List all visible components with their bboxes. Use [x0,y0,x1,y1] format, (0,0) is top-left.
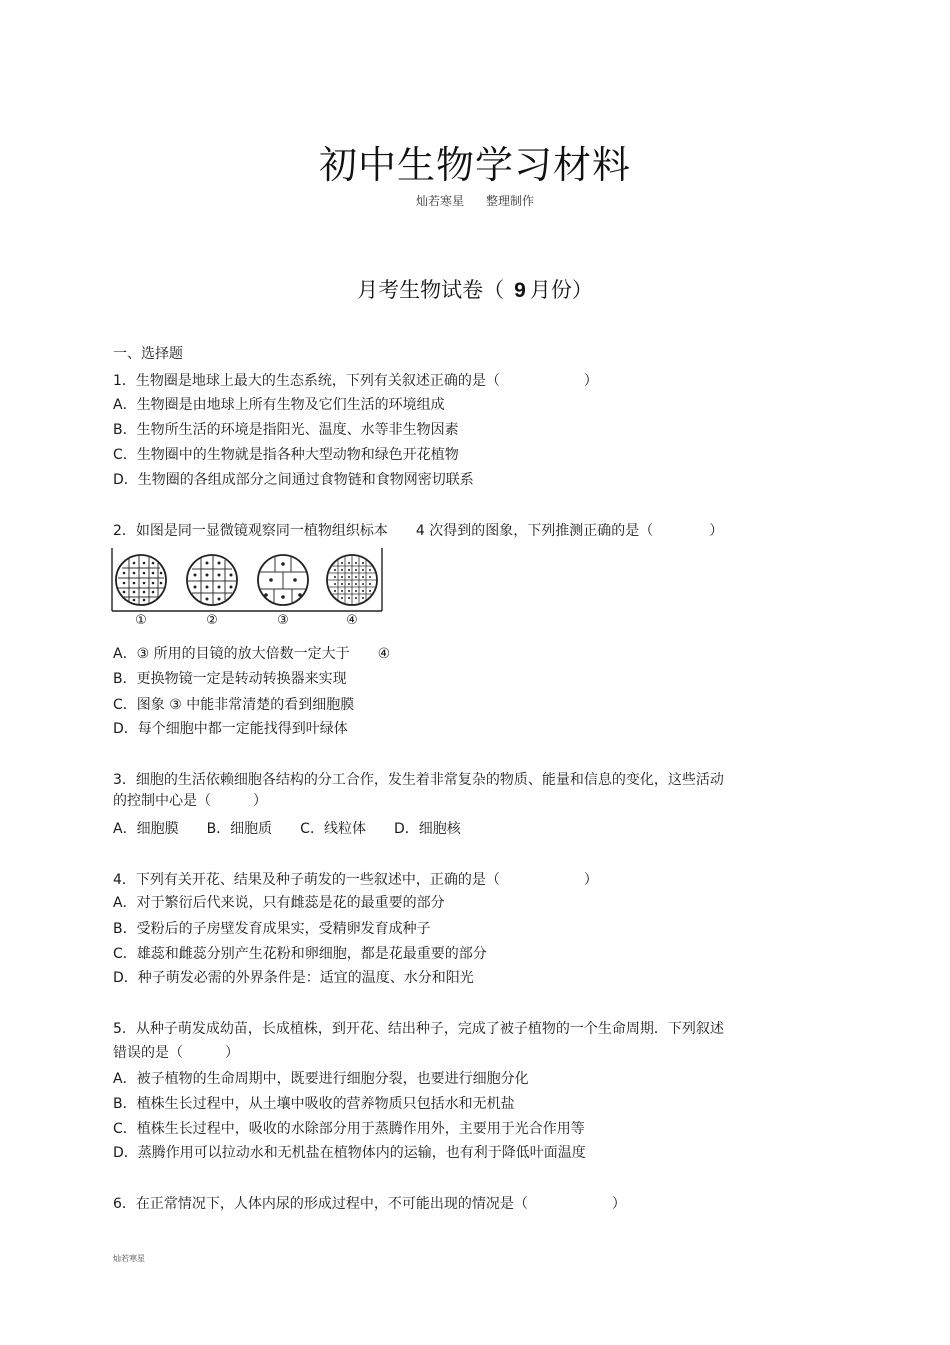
exam-title-prefix: 月考生物试卷（ [357,278,505,302]
figure-label-4: ④ [346,613,358,627]
figure-label-2: ② [206,613,218,627]
microscope-view-1 [116,555,166,605]
figure-label-1: ① [135,613,147,627]
question-3-options: A．细胞膜 B．细胞质 C．线粒体 D．细胞核 [113,821,461,837]
question-5-option-c: C．植株生长过程中，吸收的水除部分用于蒸腾作用外，主要用于光合作用等 [113,1121,585,1137]
question-1-option-d: D．生物圈的各组成部分之间通过食物链和食物网密切联系 [113,472,474,488]
question-2-stem: 2．如图是同一显微镜观察同一植物组织标本 4 次得到的图象，下列推测正确的是（ ） [113,523,724,539]
question-5-stem-line-1: 5．从种子萌发成幼苗，长成植株，到开花、结出种子，完成了被子植物的一个生命周期．下列叙述 [113,1021,724,1037]
question-4-option-a: A．对于繁衍后代来说，只有雌蕊是花的最重要的部分 [113,895,445,911]
question-5-stem-line-2: 错误的是（ ） [113,1045,239,1061]
section-heading: 一、选择题 [113,346,183,362]
question-1-option-c: C．生物圈中的生物就是指各种大型动物和绿色开花植物 [113,447,459,463]
exam-month-number: 9 [514,279,526,302]
question-4-stem: 4．下列有关开花、结果及种子萌发的一些叙述中，正确的是（ ） [113,872,598,888]
figure-label-3: ③ [277,613,289,627]
question-1-option-a: A．生物圈是由地球上所有生物及它们生活的环境组成 [113,397,445,413]
question-2-option-a: A．③ 所用的目镜的放大倍数一定大于 ④ [113,646,391,662]
question-2-option-b: B．更换物镜一定是转动转换器来实现 [113,671,347,687]
microscope-view-3 [258,555,308,605]
question-4-option-d: D．种子萌发必需的外界条件是：适宜的温度、水分和阳光 [113,970,474,986]
footer-credit: 灿若寒星 [113,1254,145,1263]
author-name: 灿若寒星 [415,194,464,208]
credit-text: 整理制作 [486,194,535,208]
question-5-option-b: B．植株生长过程中，从土壤中吸收的营养物质只包括水和无机盐 [113,1096,515,1112]
question-4-option-b: B．受粉后的子房壁发育成果实，受精卵发育成种子 [113,921,431,937]
author-line [0,192,950,209]
page-title: 初中生物学习材料 [318,143,631,187]
question-4-option-c: C．雄蕊和雌蕊分别产生花粉和卵细胞，都是花最重要的部分 [113,946,487,962]
question-3-stem-line-1: 3．细胞的生活依赖细胞各结构的分工合作，发生着非常复杂的物质、能量和信息的变化，这些活动 [113,772,724,788]
question-1-stem: 1．生物圈是地球上最大的生态系统，下列有关叙述正确的是（ ） [113,373,598,389]
microscope-view-4 [327,555,377,605]
question-2-option-c: C．图象 ③ 中能非常清楚的看到细胞膜 [113,697,355,713]
question-2-option-d: D．每个细胞中都一定能找得到叶绿体 [113,721,348,737]
question-1-option-b: B．生物所生活的环境是指阳光、温度、水等非生物因素 [113,422,459,438]
microscope-view-2 [187,555,237,605]
exam-title [0,274,950,304]
question-5-option-a: A．被子植物的生命周期中，既要进行细胞分裂，也要进行细胞分化 [113,1071,529,1087]
question-6-stem: 6．在正常情况下，人体内尿的形成过程中，不可能出现的情况是（ ） [113,1196,626,1212]
microscope-figure [111,547,383,627]
exam-title-suffix: 月份） [529,278,593,302]
question-5-option-d: D．蒸腾作用可以拉动水和无机盐在植物体内的运输，也有利于降低叶面温度 [113,1145,586,1161]
question-3-stem-line-2: 的控制中心是（ ） [113,793,267,809]
